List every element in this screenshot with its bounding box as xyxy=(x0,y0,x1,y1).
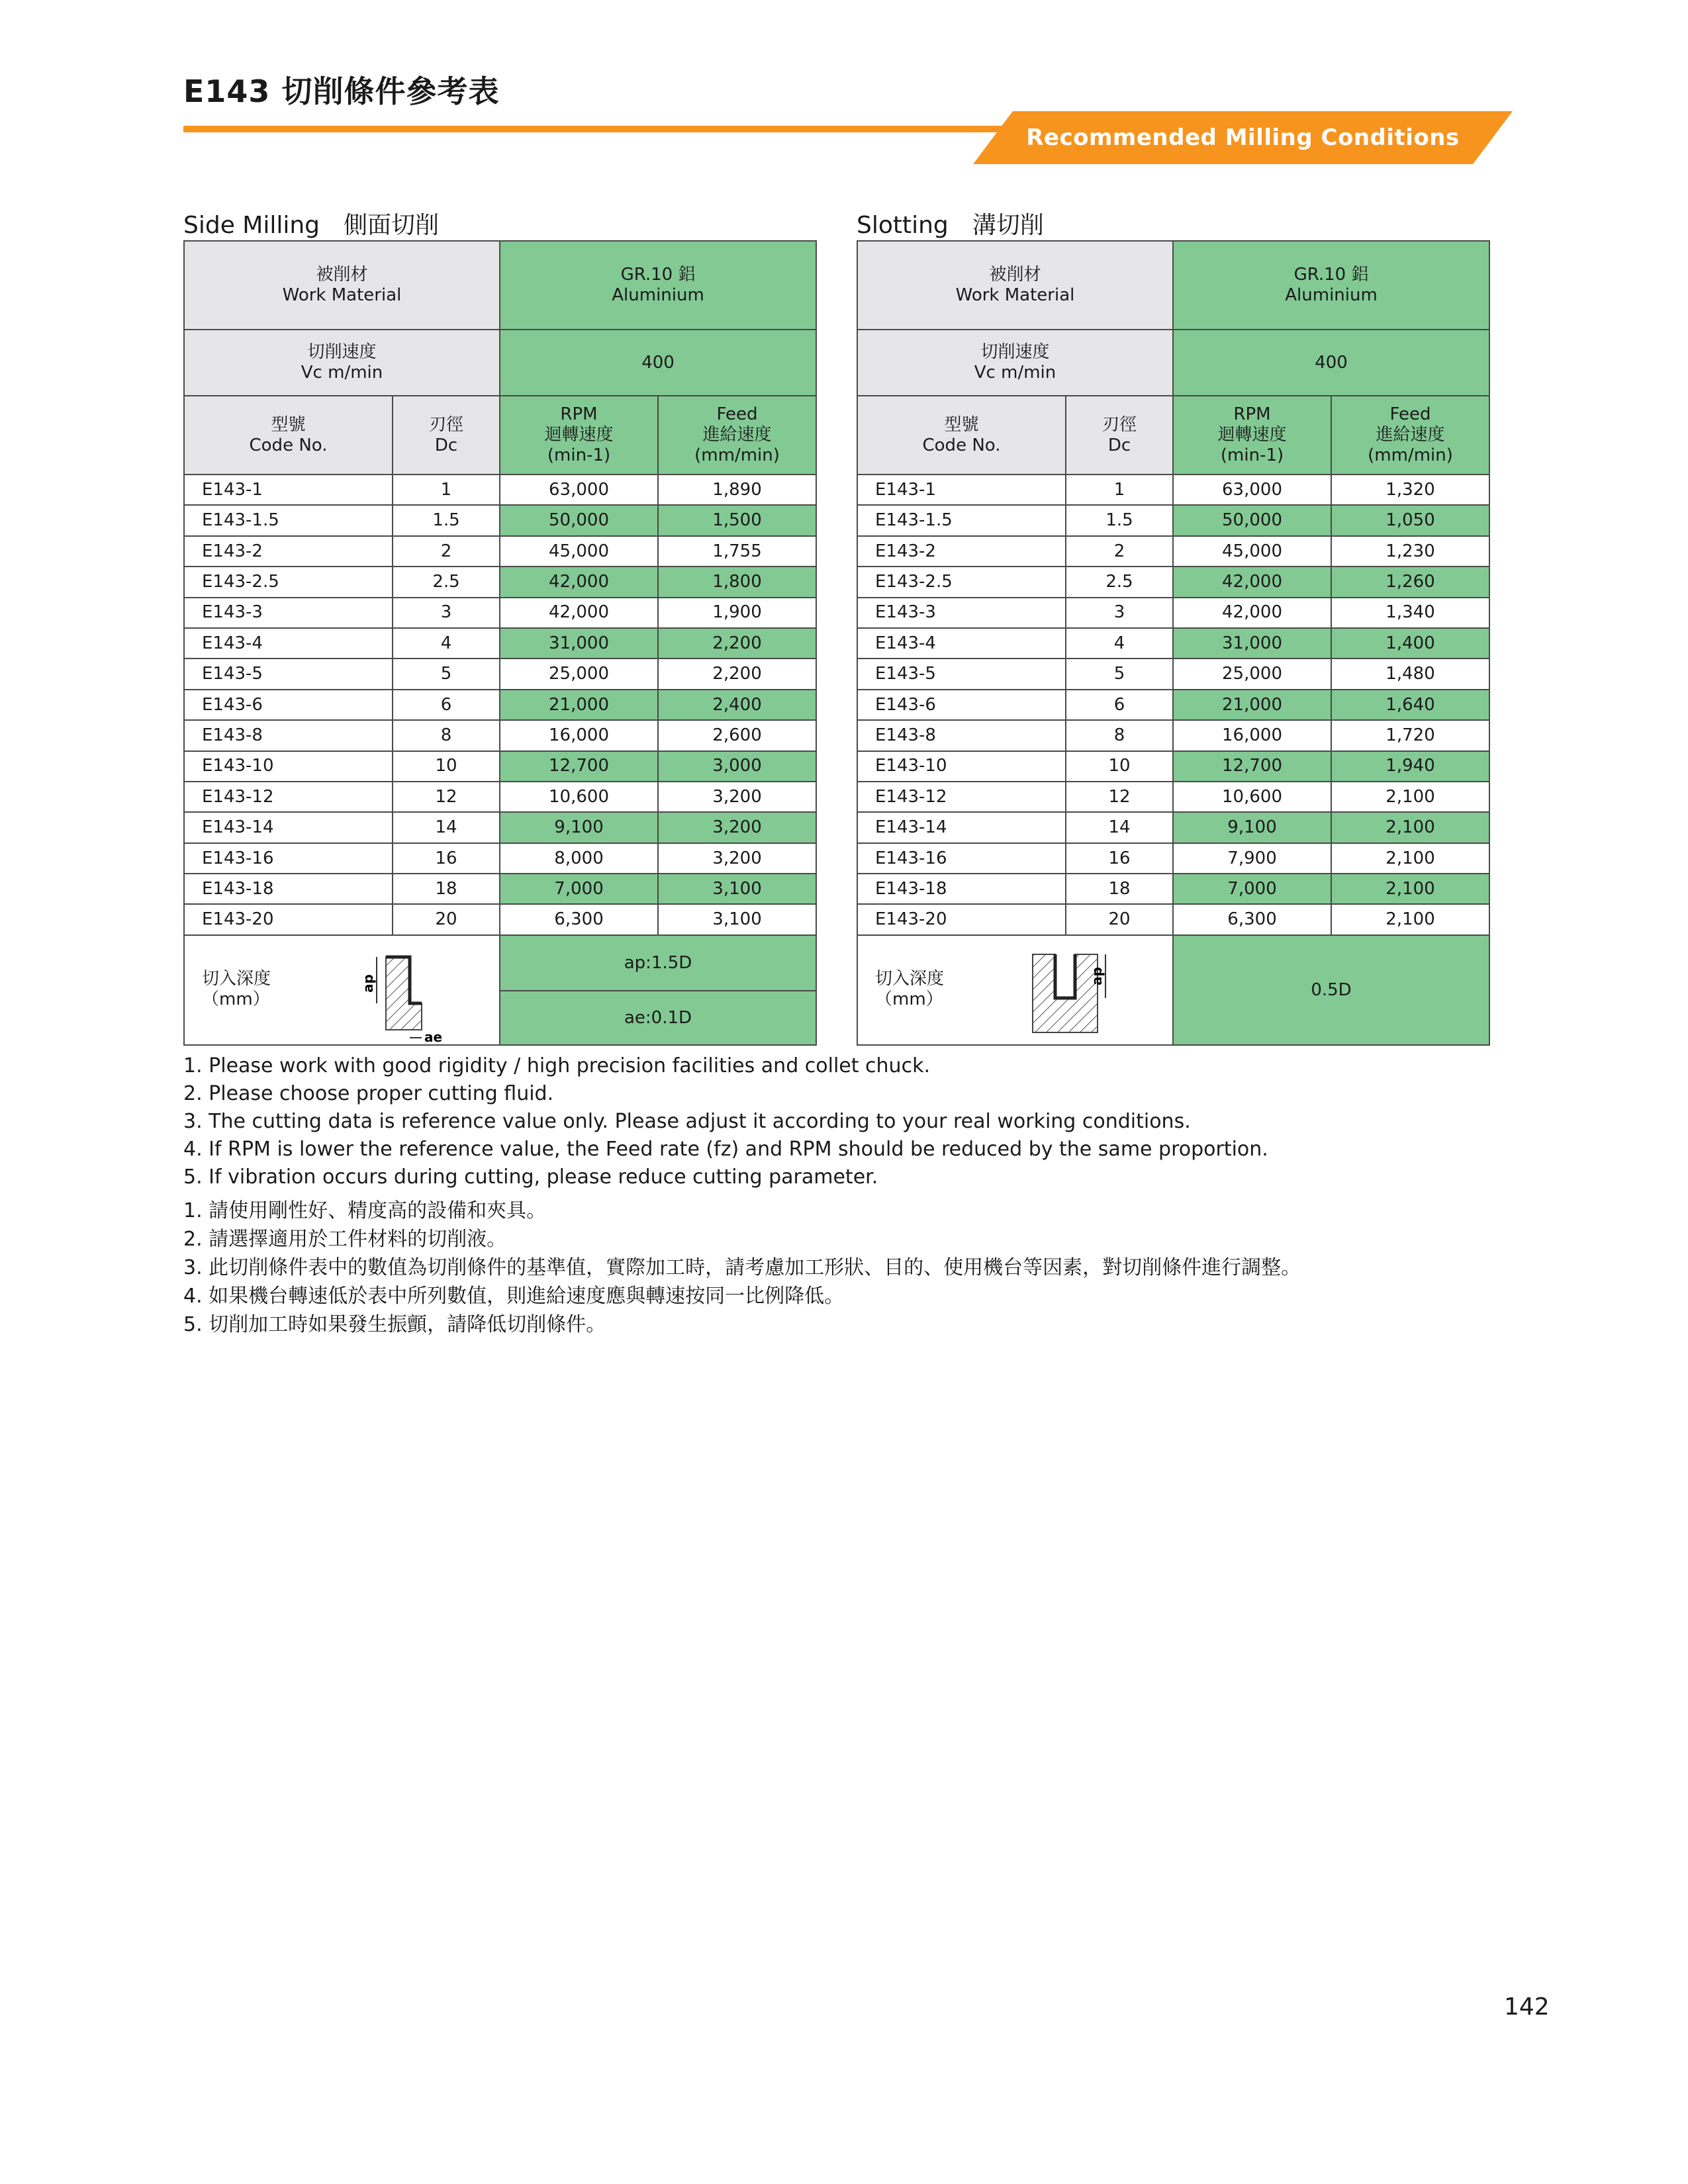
work-material-value: GR.10 鋁 Aluminium xyxy=(1173,241,1489,330)
rpm-cell: 45,000 xyxy=(1173,536,1331,567)
table-row xyxy=(184,812,816,842)
work-material-label: 被削材 Work Material xyxy=(857,241,1173,330)
rpm-cell: 50,000 xyxy=(500,505,658,535)
rpm-cell: 8,000 xyxy=(500,843,658,874)
feed-cell: 1,400 xyxy=(1331,628,1489,659)
table-row xyxy=(184,659,816,689)
feed-cell: 3,100 xyxy=(658,904,816,934)
table-row xyxy=(184,720,816,751)
rpm-cell: 10,600 xyxy=(500,782,658,812)
rpm-cell: 45,000 xyxy=(500,536,658,567)
rpm-cell: 12,700 xyxy=(1173,751,1331,782)
note-line: 3. 此切削條件表中的數值為切削條件的基準值，實際加工時，請考慮加工形狀、目的、使用機台等因素，對切削條件進行調整。 xyxy=(183,1256,1301,1279)
dc-cell: 12 xyxy=(393,782,500,812)
code-cell: E143-2.5 xyxy=(857,567,1066,597)
depth-label: 切入深度 （mm） xyxy=(875,968,945,1009)
depth-value: 0.5D xyxy=(1173,935,1489,1045)
code-cell: E143-8 xyxy=(184,720,393,751)
code-cell: E143-4 xyxy=(184,628,393,659)
rpm-cell: 25,000 xyxy=(500,659,658,689)
dc-cell: 14 xyxy=(393,812,500,842)
code-cell: E143-16 xyxy=(857,843,1066,874)
feed-cell: 2,200 xyxy=(658,659,816,689)
rpm-cell: 16,000 xyxy=(500,720,658,751)
feed-cell: 1,260 xyxy=(1331,567,1489,597)
feed-cell: 2,100 xyxy=(1331,904,1489,934)
feed-cell: 2,100 xyxy=(1331,812,1489,842)
code-cell: E143-12 xyxy=(857,782,1066,812)
col-header-code: 型號 Code No. xyxy=(184,396,393,475)
feed-cell: 2,100 xyxy=(1331,874,1489,904)
code-cell: E143-12 xyxy=(184,782,393,812)
rpm-cell: 16,000 xyxy=(1173,720,1331,751)
rpm-cell: 21,000 xyxy=(1173,690,1331,720)
rpm-cell: 25,000 xyxy=(1173,659,1331,689)
table-row xyxy=(184,690,816,720)
table-row xyxy=(857,628,1489,659)
table-row xyxy=(184,843,816,874)
side-milling-table xyxy=(183,240,817,1046)
table-row xyxy=(857,812,1489,842)
dc-cell: 16 xyxy=(1066,843,1173,874)
feed-cell: 1,230 xyxy=(1331,536,1489,567)
feed-cell: 1,320 xyxy=(1331,475,1489,505)
dc-cell: 10 xyxy=(393,751,500,782)
note-line: 1. Please work with good rigidity / high precision facilities and collet chuck. xyxy=(183,1054,930,1077)
note-line: 1. 請使用剛性好、精度高的設備和夾具。 xyxy=(183,1199,547,1222)
feed-cell: 1,890 xyxy=(658,475,816,505)
code-cell: E143-4 xyxy=(857,628,1066,659)
note-line: 4. If RPM is lower the reference value, the Feed rate (fz) and RPM should be reduced by the same proportion. xyxy=(183,1138,1268,1161)
code-cell: E143-2.5 xyxy=(184,567,393,597)
rpm-cell: 31,000 xyxy=(500,628,658,659)
table-row xyxy=(857,843,1489,874)
workpiece-hatch xyxy=(1033,954,1098,1032)
workpiece-hatch xyxy=(386,957,422,1030)
code-cell: E143-2 xyxy=(857,536,1066,567)
dc-cell: 5 xyxy=(393,659,500,689)
code-cell: E143-14 xyxy=(857,812,1066,842)
dc-cell: 1.5 xyxy=(393,505,500,535)
ap-label: ap xyxy=(360,974,376,993)
feed-cell: 3,200 xyxy=(658,812,816,842)
slotting-diagram xyxy=(1023,942,1123,1042)
code-cell: E143-8 xyxy=(857,720,1066,751)
section-banner-text: Recommended Milling Conditions xyxy=(1026,124,1460,151)
dc-cell: 16 xyxy=(393,843,500,874)
feed-cell: 2,600 xyxy=(658,720,816,751)
code-cell: E143-3 xyxy=(857,598,1066,628)
feed-cell: 2,200 xyxy=(658,628,816,659)
table-row xyxy=(184,598,816,628)
feed-cell: 1,340 xyxy=(1331,598,1489,628)
note-line: 2. 請選擇適用於工件材料的切削液。 xyxy=(183,1228,507,1251)
feed-cell: 3,200 xyxy=(658,782,816,812)
col-header-feed: Feed 進給速度 (mm/min) xyxy=(658,396,816,475)
dc-cell: 18 xyxy=(393,874,500,904)
table-row xyxy=(857,720,1489,751)
rpm-cell: 21,000 xyxy=(500,690,658,720)
dc-cell: 20 xyxy=(393,904,500,934)
table-row xyxy=(857,536,1489,567)
feed-cell: 2,100 xyxy=(1331,782,1489,812)
dc-cell: 8 xyxy=(393,720,500,751)
slotting-table xyxy=(857,240,1490,1046)
table-row xyxy=(184,475,816,505)
rpm-cell: 50,000 xyxy=(1173,505,1331,535)
slotting-heading: Slotting 溝切削 xyxy=(857,212,1044,239)
feed-cell: 1,940 xyxy=(1331,751,1489,782)
table-row xyxy=(184,751,816,782)
depth-label: 切入深度 （mm） xyxy=(202,968,271,1009)
col-header-code: 型號 Code No. xyxy=(857,396,1066,475)
table-row xyxy=(184,628,816,659)
depth-cell xyxy=(184,935,500,1045)
col-header-rpm: RPM 迴轉速度 (min-1) xyxy=(500,396,658,475)
col-header-dc: 刃徑 Dc xyxy=(1066,396,1173,475)
page-number: 142 xyxy=(1504,1993,1550,2021)
work-material-label: 被削材 Work Material xyxy=(184,241,500,330)
cutting-speed-label: 切削速度 Vc m/min xyxy=(184,330,500,396)
dc-cell: 14 xyxy=(1066,812,1173,842)
dc-cell: 2.5 xyxy=(1066,567,1173,597)
code-cell: E143-5 xyxy=(184,659,393,689)
feed-cell: 2,400 xyxy=(658,690,816,720)
ap-label: ap xyxy=(1089,966,1105,985)
slot-profile xyxy=(1055,954,1075,998)
table-row xyxy=(857,690,1489,720)
rpm-cell: 9,100 xyxy=(500,812,658,842)
dc-cell: 10 xyxy=(1066,751,1173,782)
depth-cell xyxy=(857,935,1173,1045)
table-row xyxy=(184,536,816,567)
table-row xyxy=(857,659,1489,689)
dc-cell: 12 xyxy=(1066,782,1173,812)
note-line: 5. 切削加工時如果發生振顫，請降低切削條件。 xyxy=(183,1313,606,1336)
table-row xyxy=(184,782,816,812)
dc-cell: 3 xyxy=(393,598,500,628)
feed-cell: 1,720 xyxy=(1331,720,1489,751)
feed-cell: 1,500 xyxy=(658,505,816,535)
note-line: 3. The cutting data is reference value only. Please adjust it according to your real working conditions. xyxy=(183,1110,1191,1133)
feed-cell: 1,800 xyxy=(658,567,816,597)
code-cell: E143-5 xyxy=(857,659,1066,689)
dc-cell: 20 xyxy=(1066,904,1173,934)
rpm-cell: 63,000 xyxy=(1173,475,1331,505)
dc-cell: 2.5 xyxy=(393,567,500,597)
table-row xyxy=(857,475,1489,505)
feed-cell: 1,755 xyxy=(658,536,816,567)
code-cell: E143-20 xyxy=(184,904,393,934)
dc-cell: 1 xyxy=(1066,475,1173,505)
notes-english xyxy=(183,1052,1268,1191)
rpm-cell: 7,000 xyxy=(500,874,658,904)
rpm-cell: 6,300 xyxy=(500,904,658,934)
rpm-cell: 42,000 xyxy=(500,598,658,628)
code-cell: E143-6 xyxy=(184,690,393,720)
table-row xyxy=(857,598,1489,628)
cutting-speed-value: 400 xyxy=(500,330,816,396)
page-title: E143 切削條件參考表 xyxy=(183,73,500,109)
col-header-dc: 刃徑 Dc xyxy=(393,396,500,475)
code-cell: E143-20 xyxy=(857,904,1066,934)
table-row xyxy=(857,505,1489,535)
dc-cell: 1 xyxy=(393,475,500,505)
table-row xyxy=(857,567,1489,597)
feed-cell: 3,000 xyxy=(658,751,816,782)
code-cell: E143-14 xyxy=(184,812,393,842)
dc-cell: 4 xyxy=(393,628,500,659)
col-header-feed: Feed 進給速度 (mm/min) xyxy=(1331,396,1489,475)
rpm-cell: 12,700 xyxy=(500,751,658,782)
feed-cell: 1,900 xyxy=(658,598,816,628)
feed-cell: 3,100 xyxy=(658,874,816,904)
table-row xyxy=(184,505,816,535)
dc-cell: 5 xyxy=(1066,659,1173,689)
table-row xyxy=(857,751,1489,782)
notes-chinese xyxy=(183,1197,1301,1339)
dc-cell: 4 xyxy=(1066,628,1173,659)
dc-cell: 2 xyxy=(393,536,500,567)
code-cell: E143-16 xyxy=(184,843,393,874)
rpm-cell: 31,000 xyxy=(1173,628,1331,659)
feed-cell: 3,200 xyxy=(658,843,816,874)
code-cell: E143-1.5 xyxy=(184,505,393,535)
rpm-cell: 42,000 xyxy=(1173,567,1331,597)
rpm-cell: 42,000 xyxy=(500,567,658,597)
code-cell: E143-18 xyxy=(857,874,1066,904)
table-row xyxy=(857,782,1489,812)
ap-value: ap:1.5D xyxy=(500,935,816,991)
dc-cell: 6 xyxy=(393,690,500,720)
title-rule xyxy=(183,126,1031,132)
code-cell: E143-2 xyxy=(184,536,393,567)
table-row xyxy=(184,874,816,904)
note-line: 4. 如果機台轉速低於表中所列數值，則進給速度應與轉速按同一比例降低。 xyxy=(183,1285,845,1308)
dc-cell: 8 xyxy=(1066,720,1173,751)
cutting-speed-label: 切削速度 Vc m/min xyxy=(857,330,1173,396)
dc-cell: 6 xyxy=(1066,690,1173,720)
rpm-cell: 6,300 xyxy=(1173,904,1331,934)
ae-value: ae:0.1D xyxy=(500,991,816,1045)
code-cell: E143-18 xyxy=(184,874,393,904)
rpm-cell: 9,100 xyxy=(1173,812,1331,842)
code-cell: E143-10 xyxy=(184,751,393,782)
rpm-cell: 63,000 xyxy=(500,475,658,505)
dc-cell: 18 xyxy=(1066,874,1173,904)
table-row xyxy=(184,904,816,934)
side-milling-diagram xyxy=(350,945,469,1044)
note-line: 2. Please choose proper cutting fluid. xyxy=(183,1082,554,1105)
ae-label: ae xyxy=(424,1028,443,1044)
work-material-value: GR.10 鋁 Aluminium xyxy=(500,241,816,330)
code-cell: E143-1 xyxy=(184,475,393,505)
dc-cell: 1.5 xyxy=(1066,505,1173,535)
col-header-rpm: RPM 迴轉速度 (min-1) xyxy=(1173,396,1331,475)
rpm-cell: 7,000 xyxy=(1173,874,1331,904)
dc-cell: 3 xyxy=(1066,598,1173,628)
table-row xyxy=(184,567,816,597)
feed-cell: 1,480 xyxy=(1331,659,1489,689)
code-cell: E143-10 xyxy=(857,751,1066,782)
rpm-cell: 7,900 xyxy=(1173,843,1331,874)
dc-cell: 2 xyxy=(1066,536,1173,567)
feed-cell: 1,640 xyxy=(1331,690,1489,720)
feed-cell: 2,100 xyxy=(1331,843,1489,874)
code-cell: E143-3 xyxy=(184,598,393,628)
note-line: 5. If vibration occurs during cutting, please reduce cutting parameter. xyxy=(183,1165,878,1189)
cutting-speed-value: 400 xyxy=(1173,330,1489,396)
rpm-cell: 10,600 xyxy=(1173,782,1331,812)
code-cell: E143-6 xyxy=(857,690,1066,720)
side-milling-heading: Side Milling 側面切削 xyxy=(183,212,440,239)
code-cell: E143-1 xyxy=(857,475,1066,505)
feed-cell: 1,050 xyxy=(1331,505,1489,535)
table-row xyxy=(857,874,1489,904)
table-row xyxy=(857,904,1489,934)
rpm-cell: 42,000 xyxy=(1173,598,1331,628)
code-cell: E143-1.5 xyxy=(857,505,1066,535)
